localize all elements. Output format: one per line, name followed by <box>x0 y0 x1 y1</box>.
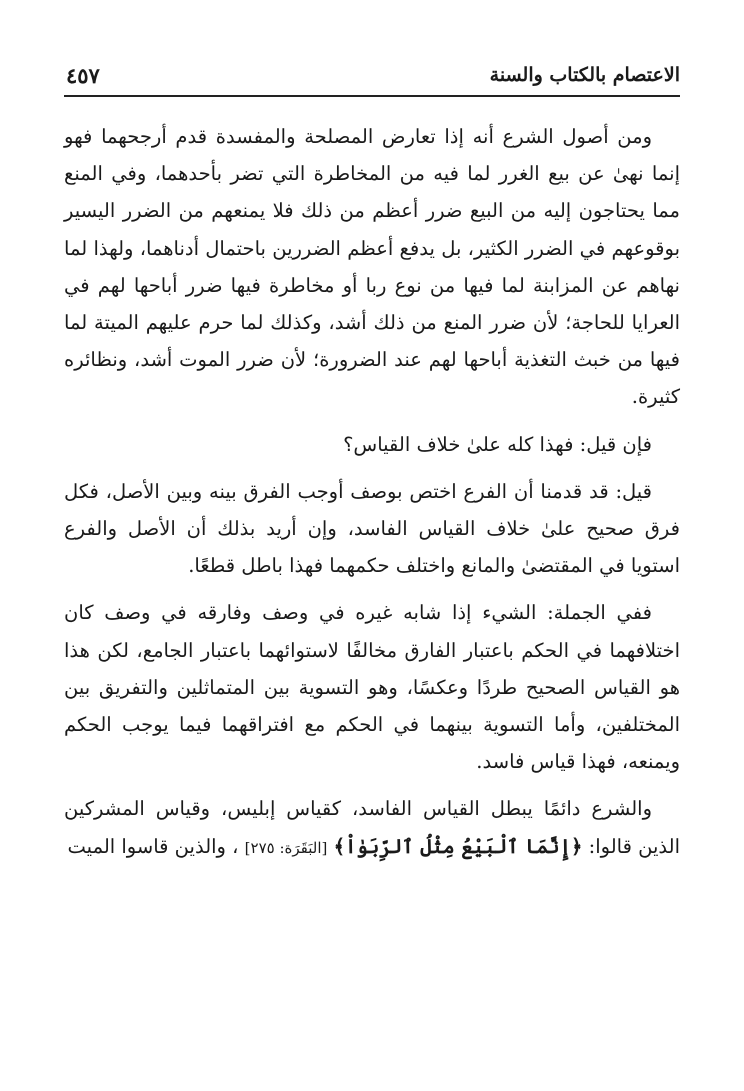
paragraph-3: قيل: قد قدمنا أن الفرع اختص بوصف أوجب الفرق بينه وبين الأصل، فكل فرق صحيح علىٰ خلاف القياس الفاسد، وإن أريد بذلك أن الأصل والفرع استويا في المقتضىٰ والمانع واختلف حكمهما فهذا باطل قطعًا. <box>64 479 680 578</box>
paragraph-1: ومن أصول الشرع أنه إذا تعارض المصلحة والمفسدة قدم أرجحهما فهو إنما نهىٰ عن بيع الغرر لما فيه من المخاطرة التي تضر بأحدهما، وفي المنع مما يحتاجون إليه من البيع ضرر أعظم من ذلك فلا يمنعهم من الضرر اليسير بوقوعهم في الضرر الكثير، بل يدفع أعظم الضررين باحتمال أدناهما، ولهذا لما نهاهم عن المزابنة لما فيها من نوع ربا أو مخاطرة فيها ضرر أباحها لهم في العرايا للحاجة؛ لأن ضرر المنع من ذلك أشد، وكذلك لما حرم عليهم الميتة لما فيها من خبث التغذية أباحها لهم عند الضرورة؛ لأن ضرر الموت أشد، ونظائره كثيرة. <box>64 125 680 409</box>
page-number: ٤٥٧ <box>66 62 100 88</box>
paragraph-5-continuation: ، والذين قاسوا الميت <box>67 834 239 858</box>
paragraph-4: ففي الجملة: الشيء إذا شابه غيره في وصف وفارقه في وصف كان اختلافهما في الحكم باعتبار الفارق مخالفًا لاستوائهما باعتبار الجامع، لكن هذا هو القياس الصحيح طردًا وعكسًا، وهو التسوية بين المتماثلين والتفريق بين المختلفين، وأما التسوية بينهما في الحكم مع افتراقهما فيما يوجب الحكم ويمنعه، فهذا قياس فاسد. <box>64 601 680 774</box>
running-title: الاعتصام بالكتاب والسنة <box>489 64 680 86</box>
verse-reference: [البَقَرَة: ٢٧٥] <box>244 838 328 857</box>
body-text <box>64 118 680 867</box>
quran-verse: ﴿إِنَّمَا ٱلْبَيْعُ مِثْلُ ٱلرِّبَوٰاْ﴾ <box>333 834 583 858</box>
paragraph-5-text: والشرع دائمًا يبطل القياس الفاسد، كقياس إبليس، وقياس المشركين الذين قالوا: <box>64 797 680 858</box>
header-rule <box>64 95 680 97</box>
page-header <box>66 58 680 92</box>
paragraph-2: فإن قيل: فهذا كله علىٰ خلاف القياس؟ <box>343 432 652 456</box>
paragraph-5 <box>64 790 680 866</box>
